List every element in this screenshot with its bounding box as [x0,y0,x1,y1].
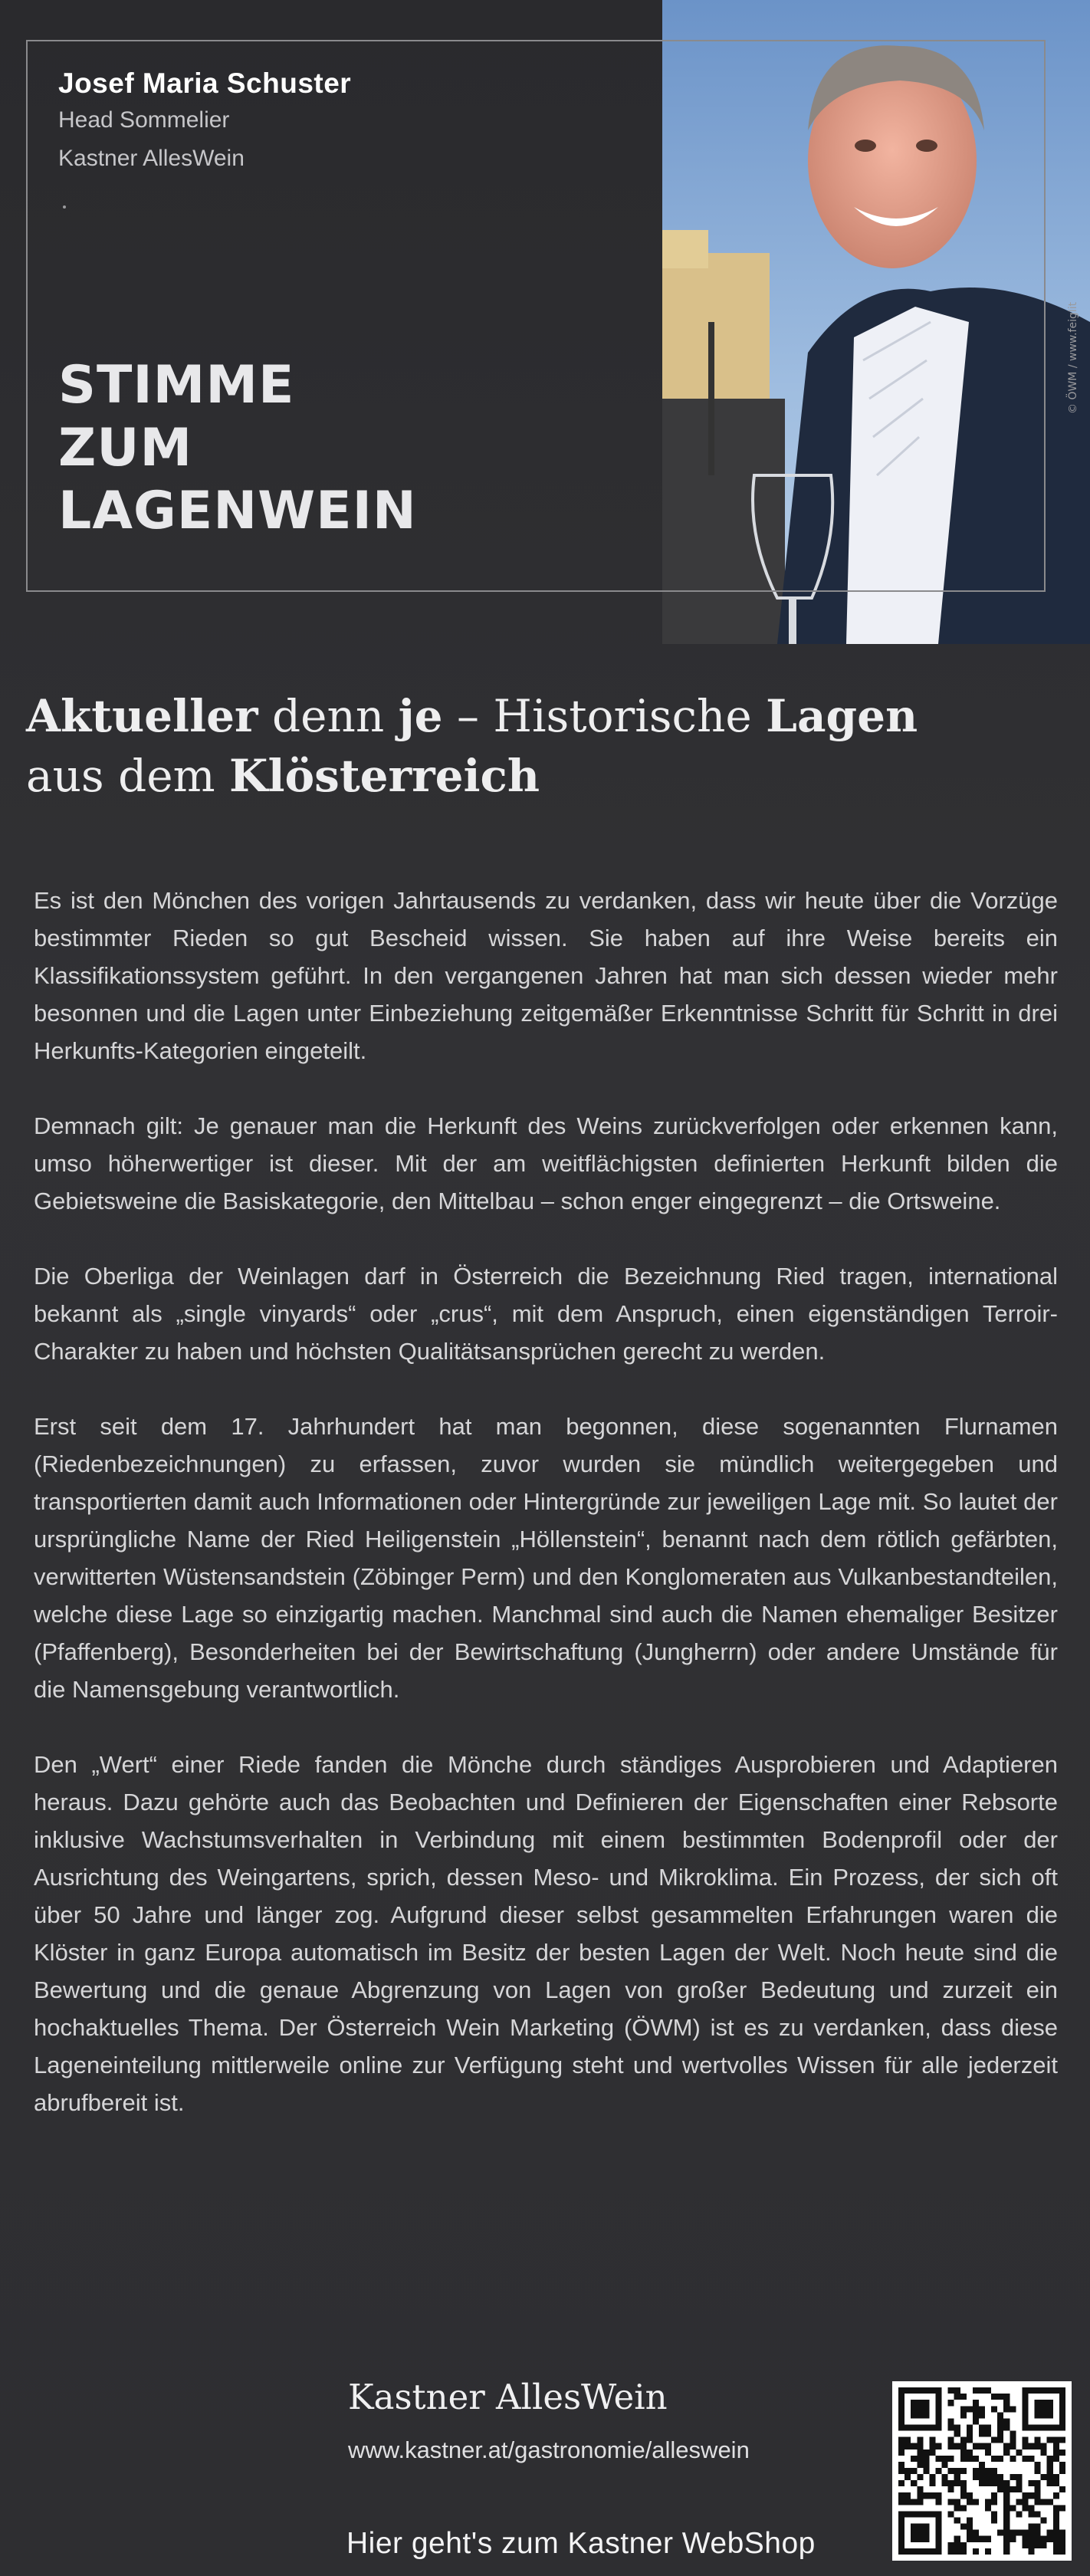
paragraph: Den „Wert“ einer Riede fanden die Mönche durch ständiges Ausprobieren und Adaptieren heraus. Dazu gehörte auch das Beobachten und Definieren der Eigenschaften einer Rebsorte inklusive Wachstumsverhalten in Verbindung mit einem bestimmten Bodenprofil oder der Ausrichtung des Weingartens, sprich, dessen Meso- und Mikroklima. Ein Prozess, der sich oft über 50 Jahre und länger zog. Aufgrund dieser selbst gesammelten Erfahrungen waren die Klöster in ganz Europa automatisch im Besitz der besten Lagen der Welt. Noch heute sind die Bewertung und die genaue Abgrenzung von Lagen von großer Bedeutung und zurzeit ein hochaktuelles Thema. Der Österreich Wein Marketing (ÖWM) ist es zu verdanken, dass diese Lageneinteilung mittlerweile online zur Verfügung steht und wertvolles Wissen für alle jederzeit abrufbereit ist. [34,1751,1058,2116]
title-part: denn [258,690,399,742]
decorative-dot [63,205,66,209]
footer-url-link[interactable]: www.kastner.at/gastronomie/alleswein [348,2436,750,2463]
headline-line: ZUM [58,418,193,478]
article-title [26,686,1046,806]
webshop-link[interactable]: Hier geht's zum Kastner WebShop [346,2527,816,2560]
qr-code-icon[interactable] [892,2381,1072,2561]
title-part: Aktueller [26,690,258,742]
headline-line: LAGENWEIN [58,481,417,541]
footer-brand: Kastner AllesWein [348,2377,668,2417]
headline-line: STIMME [58,355,295,416]
paragraph: Erst seit dem 17. Jahrhundert hat man begonnen, diese sogenannten Flurnamen (Riedenbezeichnungen) zu erfassen, zuvor wurden sie mündlich weitergegeben und transportierten damit auch Informationen oder Hintergründe zur jeweiligen Lage mit. So lautet der ursprüngliche Name der Ried Heiligenstein „Höllenstein“, benannt nach dem rötlich gefärbten, verwitterten Wüstensandstein (Zöbinger Perm) und den Konglomeraten aus Vulkanbestandteilen, welche diese Lage so einzigartig machen. Manchmal sind auch die Namen ehemaliger Besitzer (Pfaffenberg), Besonderheiten bei der Bewirtschaftung (Jungherrn) oder andere Umstände für die Namensgebung verantwortlich. [34,1413,1058,1703]
article-body [34,882,1058,2159]
paragraph: Es ist den Mönchen des vorigen Jahrtausends zu verdanken, dass wir heute über die Vorzüge bestimmter Rieden so gut Bescheid wissen. Sie haben auf ihre Weise bereits ein Klassifikationssystem geführt. In den vergangenen Jahren hat man sich dessen wieder mehr besonnen und die Lagen unter Einbeziehung zeitgemäßer Erkenntnisse Schritt für Schritt in drei Herkunfts-Kategorien eingeteilt. [34,887,1058,1064]
title-part: Klösterreich [229,750,540,802]
title-part: – Historische [442,690,767,742]
header [0,0,1090,636]
paragraph: Demnach gilt: Je genauer man die Herkunft des Weins zurückverfolgen oder erkennen kann, umso höherwertiger ist dieser. Mit der am weitflächigsten definierten Herkunft bilden die Gebietsweine die Basiskategorie, den Mittelbau – schon enger eingegrenzt – die Ortsweine. [34,1112,1058,1214]
headline [58,354,417,543]
author-role: Head Sommelier [58,107,230,133]
author-organization: Kastner AllesWein [58,146,245,171]
title-part: je [398,690,443,742]
photo-credit: © ÖWM / www.feiglit [1067,301,1079,414]
title-part: aus dem [26,750,230,802]
author-name: Josef Maria Schuster [58,67,352,99]
paragraph: Die Oberliga der Weinlagen darf in Österreich die Bezeichnung Ried tragen, international bekannt als „single vinyards“ oder „crus“, mit dem Anspruch, einen eigenständigen Terroir-Charakter zu haben und höchsten Qualitätsansprüchen gerecht zu werden. [34,1263,1058,1365]
title-part: Lagen [766,690,918,742]
